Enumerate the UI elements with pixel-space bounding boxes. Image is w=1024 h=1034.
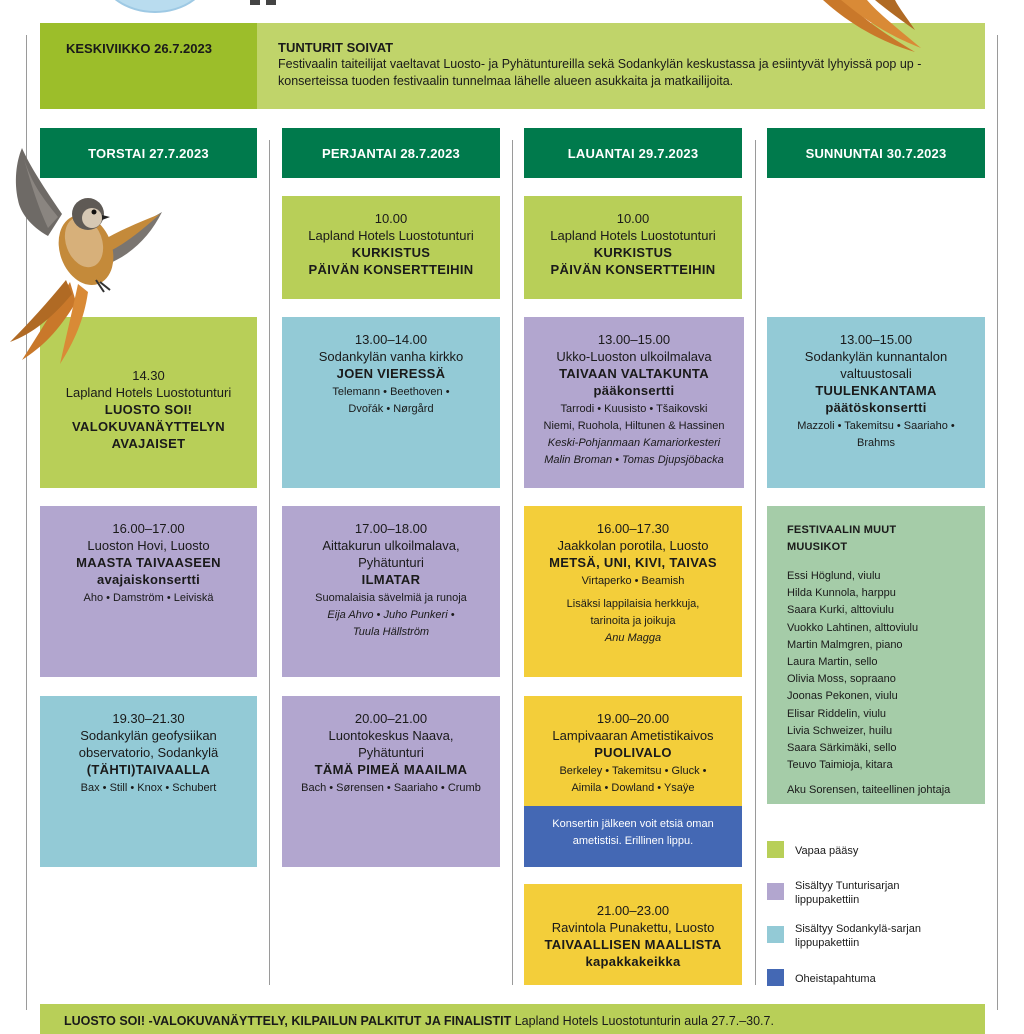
legend-swatch-side-event xyxy=(767,969,784,986)
siberian-jay-bird-illustration xyxy=(0,142,170,367)
event-place: Lapland Hotels Luostotunturi xyxy=(550,228,716,243)
event-title: METSÄ, UNI, KIVI, TAIVAS xyxy=(549,555,717,570)
musician-item: Teuvo Taimioja, kitara xyxy=(787,759,893,772)
event-place: Luoston Hovi, Luosto xyxy=(87,538,210,553)
musicians-heading-line: FESTIVAALIN MUUT xyxy=(787,524,897,536)
event-title: VALOKUVANÄYTTELYN xyxy=(72,419,225,434)
event-card-fri-3 xyxy=(282,506,500,677)
event-artists: Berkeley • Takemitsu • Gluck • xyxy=(559,765,707,777)
event-title: KURKISTUS xyxy=(351,245,431,260)
event-subtitle: avajaiskonsertti xyxy=(96,572,201,587)
musicians-heading-line: MUUSIKOT xyxy=(787,541,848,553)
day-header-friday: PERJANTAI 28.7.2023 xyxy=(282,128,500,178)
event-time: 10.00 xyxy=(374,211,408,226)
event-time: 13.00–15.00 xyxy=(839,332,913,347)
event-title: TUULENKANTAMA xyxy=(815,383,937,398)
legend-line: lippupakettiin xyxy=(795,937,860,949)
event-place: valtuustosali xyxy=(840,366,912,381)
event-title: PUOLIVALO xyxy=(594,745,672,760)
musician-item: Joonas Pekonen, viulu xyxy=(787,690,898,703)
event-place: Pyhätunturi xyxy=(358,745,424,760)
event-place: Sodankylän geofysiikan xyxy=(80,728,217,743)
event-title: (TÄHTI)TAIVAALLA xyxy=(86,762,211,777)
divider-line xyxy=(997,35,998,1010)
event-artists: Virtaperko • Beamish xyxy=(581,575,685,587)
bird-tail-decoration xyxy=(815,0,925,55)
musician-item: Saara Kurki, alttoviulu xyxy=(787,604,894,617)
event-time: 13.00–14.00 xyxy=(354,332,428,347)
event-place: Aittakurun ulkoilmalava, xyxy=(322,538,460,553)
musician-item: Essi Höglund, viulu xyxy=(787,570,881,582)
divider-line xyxy=(512,140,513,985)
event-place: observatorio, Sodankylä xyxy=(78,745,219,760)
day-header-saturday: LAUANTAI 29.7.2023 xyxy=(524,128,742,178)
event-card-sun-1 xyxy=(767,317,985,488)
musicians-box xyxy=(767,506,985,804)
event-artists: Tarrodi • Kuusisto • Tšaikovski xyxy=(560,403,708,415)
legend-swatch-free xyxy=(767,841,784,858)
event-note-sat-4 xyxy=(524,806,742,867)
event-place: Ravintola Punakettu, Luosto xyxy=(551,920,715,935)
event-artists: Dvořák • Nørgård xyxy=(348,403,434,415)
note-text: Konsertin jälkeen voit etsiä oman xyxy=(552,818,714,830)
event-place: Pyhätunturi xyxy=(358,555,424,570)
musician-item: Laura Martin, sello xyxy=(787,656,878,669)
event-performers: Malin Broman • Tomas Djupsjöbacka xyxy=(544,454,724,466)
legend-swatch-sodankyla xyxy=(767,926,784,943)
event-artists: Bach • Sørensen • Saariaho • Crumb xyxy=(301,782,481,794)
musicians-heading xyxy=(787,522,985,556)
event-card-sat-1 xyxy=(524,196,742,299)
event-time: 13.00–15.00 xyxy=(597,332,671,347)
note-text: ametistisi. Erillinen lippu. xyxy=(572,835,694,847)
top-banner-date: KESKIVIIKKO 26.7.2023 xyxy=(66,41,212,56)
event-time: 21.00–23.00 xyxy=(596,903,670,918)
divider-line xyxy=(755,140,756,985)
sun-circle-decoration xyxy=(100,0,210,14)
event-place: Ukko-Luoston ulkoilmalava xyxy=(556,349,712,364)
event-place: Jaakkolan porotila, Luosto xyxy=(557,538,709,553)
event-title: TAIVAALLISEN MAALLISTA xyxy=(544,937,722,952)
event-time: 17.00–18.00 xyxy=(354,521,428,536)
event-place: Lampivaaran Ametistikaivos xyxy=(552,728,714,743)
event-subtitle: kapakkakeikka xyxy=(585,954,681,969)
divider-line xyxy=(269,140,270,985)
event-subtitle: päätöskonsertti xyxy=(825,400,927,415)
event-title: PÄIVÄN KONSERTTEIHIN xyxy=(550,262,716,277)
event-card-sat-5 xyxy=(524,884,742,985)
musician-item: Hilda Kunnola, harppu xyxy=(787,587,896,600)
event-title: PÄIVÄN KONSERTTEIHIN xyxy=(308,262,474,277)
event-place: Luontokeskus Naava, xyxy=(328,728,454,743)
event-title: TÄMÄ PIMEÄ MAAILMA xyxy=(314,762,468,777)
event-time: 16.00–17.30 xyxy=(596,521,670,536)
event-artists: Niemi, Ruohola, Hiltunen & Hassinen xyxy=(543,420,725,432)
musician-item: Saara Särkimäki, sello xyxy=(787,742,897,755)
event-card-fri-1 xyxy=(282,196,500,299)
event-card-fri-2 xyxy=(282,317,500,488)
day-header-sunday: SUNNUNTAI 30.7.2023 xyxy=(767,128,985,178)
event-card-sat-3 xyxy=(524,506,742,677)
artistic-director: Aku Sorensen, taiteellinen johtaja xyxy=(787,784,951,797)
event-subtitle: pääkonsertti xyxy=(593,383,675,398)
musician-item: Elisar Riddelin, viulu xyxy=(787,707,887,720)
legend-swatch-tunturi xyxy=(767,883,784,900)
event-card-sat-4 xyxy=(524,696,742,806)
legend-line: lippupakettiin xyxy=(795,894,860,906)
event-performers: Tuula Hällström xyxy=(352,626,430,638)
event-artists: Telemann • Beethoven • xyxy=(332,386,450,398)
event-performers: Anu Magga xyxy=(604,632,662,644)
bottom-banner xyxy=(40,1004,985,1034)
event-title: JOEN VIERESSÄ xyxy=(336,366,446,381)
legend-label-free: Vapaa pääsy xyxy=(795,845,859,857)
top-banner-date-box xyxy=(40,23,257,109)
event-place: Lapland Hotels Luostotunturi xyxy=(308,228,474,243)
event-place: Sodankylän vanha kirkko xyxy=(318,349,464,364)
event-title: MAASTA TAIVAASEEN xyxy=(76,555,221,570)
day-header-thursday: TORSTAI 27.7.2023 xyxy=(40,128,257,178)
event-time: 20.00–21.00 xyxy=(354,711,428,726)
legend-label-tunturi xyxy=(795,879,900,907)
event-extra: Lisäksi lappilaisia herkkuja, xyxy=(566,598,700,610)
event-time: 19.30–21.30 xyxy=(112,711,185,726)
event-title: ILMATAR xyxy=(361,572,421,587)
event-card-thu-3 xyxy=(40,696,257,867)
event-card-sat-2 xyxy=(524,317,744,488)
event-card-fri-4 xyxy=(282,696,500,867)
bottom-banner-text: Lapland Hotels Luostotunturin aula 27.7.–30.7. xyxy=(514,1014,774,1028)
event-performers: Eija Ahvo • Juho Punkeri • xyxy=(327,609,455,621)
event-place: Lapland Hotels Luostotunturi xyxy=(65,385,232,400)
event-artists: Bax • Still • Knox • Schubert xyxy=(80,782,217,794)
event-performers: Keski-Pohjanmaan Kamariorkesteri xyxy=(547,437,721,449)
legend-line: Sisältyy Tunturisarjan xyxy=(795,880,900,892)
event-title: LUOSTO SOI! xyxy=(104,402,193,417)
event-artists: Aimila • Dowland • Ysaÿe xyxy=(571,782,695,794)
musician-item: Livia Schweizer, huilu xyxy=(787,724,893,737)
top-banner-title: TUNTURIT SOIVAT xyxy=(278,40,394,55)
event-place: Sodankylän kunnantalon xyxy=(804,349,948,364)
event-artists: Brahms xyxy=(857,437,895,449)
event-time: 14.30 xyxy=(132,368,165,383)
event-title: AVAJAISET xyxy=(111,436,186,451)
event-description: Suomalaisia sävelmiä ja runoja xyxy=(315,592,467,604)
event-title: KURKISTUS xyxy=(593,245,673,260)
top-banner-text: Festivaalin taiteilijat vaeltavat Luosto- ja Pyhätuntureilla sekä Sodankylän keskustassa ja esiintyvät lyhyissä pop up -konserteissa tuoden festivaalin tunnelmaa lähelle alueen asukkaita ja matkailijoita. xyxy=(278,57,922,88)
legend-label-sodankyla xyxy=(795,922,921,950)
musician-item: Olivia Moss, sopraano xyxy=(787,673,896,686)
event-extra: tarinoita ja joikuja xyxy=(590,615,676,627)
musician-item: Vuokko Lahtinen, alttoviulu xyxy=(787,621,919,634)
event-time: 19.00–20.00 xyxy=(596,711,670,726)
legend-line: Sisältyy Sodankylä-sarjan xyxy=(795,923,921,935)
event-time: 10.00 xyxy=(616,211,650,226)
event-artists: Aho • Damström • Leiviskä xyxy=(83,592,214,604)
event-time: 16.00–17.00 xyxy=(112,521,185,536)
title-fragment-decoration xyxy=(250,0,280,8)
event-card-thu-2 xyxy=(40,506,257,677)
event-title: TAIVAAN VALTAKUNTA xyxy=(559,366,709,381)
event-artists: Mazzoli • Takemitsu • Saariaho • xyxy=(797,420,955,432)
musician-item: Martin Malmgren, piano xyxy=(787,638,903,651)
bottom-banner-title: LUOSTO SOI! -VALOKUVANÄYTTELY, KILPAILUN PALKITUT JA FINALISTIT xyxy=(64,1014,512,1028)
legend-label-side-event: Oheistapahtuma xyxy=(795,973,876,985)
